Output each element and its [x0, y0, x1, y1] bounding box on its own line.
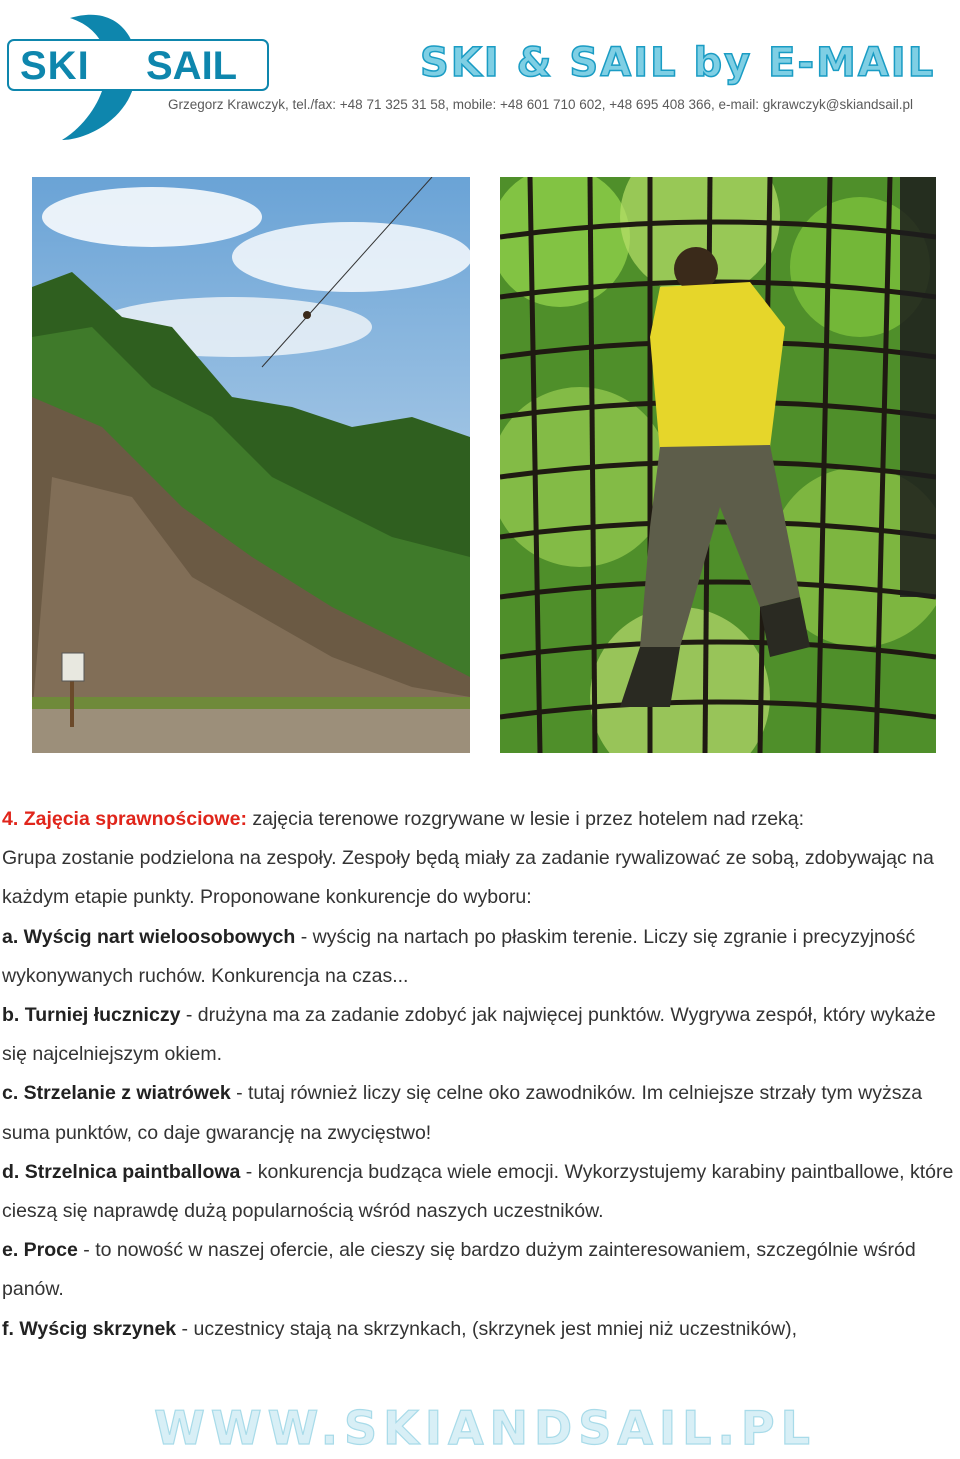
item-text-b: - drużyna ma za zadanie zdobyć jak najwięcej punktów. Wygrywa zespół, który wykaże się najcelniejszym okiem.	[2, 1004, 936, 1066]
page-title: SKI & SAIL by E-MAIL	[420, 40, 936, 86]
ski-and-sail-logo	[0, 0, 300, 150]
section-intro-1: zajęcia terenowe rozgrywane w lesie i przez hotelem nad rzeką:	[246, 808, 805, 830]
rope-net-photo	[500, 177, 936, 753]
rope-net-climbing-image-icon	[500, 177, 936, 753]
zipline-photo	[32, 177, 470, 753]
section-number: 4.	[2, 808, 19, 830]
item-label-c: c. Strzelanie z wiatrówek	[2, 1082, 231, 1105]
logo-ski-text: SKI	[20, 44, 90, 88]
page-header	[0, 0, 960, 150]
item-label-e: e. Proce	[2, 1239, 78, 1262]
logo-amp-text: &	[104, 50, 125, 79]
item-label-b: b. Turniej łuczniczy	[2, 1004, 181, 1027]
item-label-a: a. Wyścig nart wieloosobowych	[2, 925, 296, 948]
contact-info: Grzegorz Krawczyk, tel./fax: +48 71 325 31 58, mobile: +48 601 710 602, +48 695 408 366, e-mail: gkrawczyk@skiandsail.pl	[168, 97, 914, 112]
list-item	[2, 1231, 958, 1309]
item-label-f: f. Wyścig skrzynek	[2, 1317, 177, 1340]
logo-sail-text: SAIL	[146, 44, 238, 88]
list-item	[2, 1310, 958, 1349]
list-item	[2, 1153, 958, 1231]
footer-url-graphic	[30, 1400, 940, 1454]
section-heading: Zajęcia sprawnościowe:	[23, 808, 247, 830]
activities-section	[2, 800, 958, 1349]
footer-url-text: WWW.SKIANDSAIL.PL	[154, 1401, 816, 1454]
zipline-over-forest-image-icon	[32, 177, 470, 753]
footer-website-watermark	[30, 1400, 940, 1454]
item-label-d: d. Strzelnica paintballowa	[2, 1160, 241, 1183]
item-text-d: - konkurencja budząca wiele emocji. Wykorzystujemy karabiny paintballowe, które cieszą się naprawdę dużą popularnością wśród naszych uczestników.	[2, 1160, 954, 1223]
item-text-e: - to nowość w naszej ofercie, ale cieszy się bardzo dużym zainteresowaniem, szczególnie wśród panów.	[2, 1239, 916, 1301]
item-text-f: - uczestnicy stają na skrzynkach, (skrzynek jest mniej niż uczestników),	[176, 1317, 798, 1340]
section-intro	[2, 800, 958, 839]
item-text-c: - tutaj również liczy się celne oko zawodników. Im celniejsze strzały tym wyższa suma punktów, co daje gwarancję na zwycięstwo!	[2, 1082, 923, 1144]
list-item	[2, 918, 958, 996]
item-text-a: - wyścig na nartach po płaskim terenie. Liczy się zgranie i precyzyjność wykonywanych ruchów. Konkurencja na czas...	[2, 925, 916, 987]
list-item	[2, 1074, 958, 1152]
list-item	[2, 996, 958, 1074]
section-intro-2: Grupa zostanie podzielona na zespoły. Zespoły będą miały za zadanie rywalizować ze sobą, zdobywając na każdym etapie punkty. Proponowane konkurencje do wyboru:	[2, 847, 934, 909]
